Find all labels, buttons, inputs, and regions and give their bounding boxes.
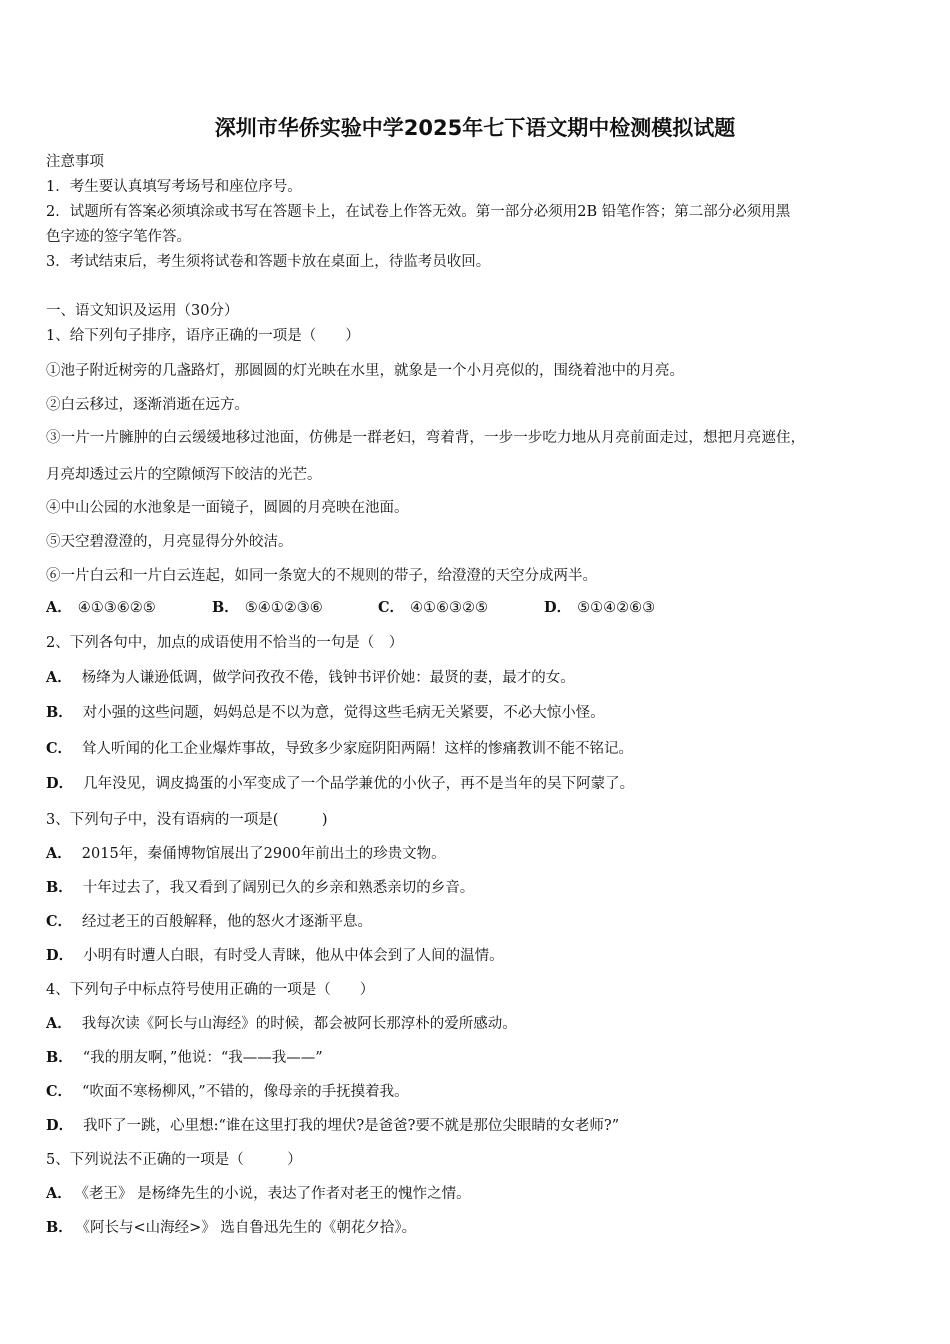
sentence-item: ④中山公园的水池象是一面镜子，圆圆的月亮映在池面。	[46, 500, 409, 516]
option-b[interactable]: B． 对小强的这些问题，妈妈总是不以为意，觉得这些毛病无关紧要，不必大惊小怪。	[46, 704, 605, 721]
option-c[interactable]: C． 耸人听闻的化工企业爆炸事故，导致多少家庭阴阳两隔！这样的惨痛教训不能不铭记。	[46, 740, 634, 757]
option-d[interactable]: D． 几年没见，调皮捣蛋的小军变成了一个品学兼优的小伙子，再不是当年的吴下阿蒙了。	[46, 775, 635, 792]
option-a[interactable]: A． 2015年，秦俑博物馆展出了2900年前出土的珍贵文物。	[46, 845, 446, 862]
sentence-item: ①池子附近树旁的几盏路灯，那圆圆的灯光映在水里，就象是一个小月亮似的，围绕着池中的月亮。	[46, 363, 684, 379]
sentence-item: 月亮却透过云片的空隙倾泻下皎洁的光芒。	[46, 467, 322, 483]
answer-options	[46, 598, 916, 618]
notice-item: 1．考生要认真填写考场号和座位序号。	[46, 179, 302, 195]
section-heading: 一、语文知识及运用（30分）	[46, 303, 239, 319]
option-d[interactable]: D． ⑤①④②⑥③	[544, 599, 656, 616]
option-a[interactable]: A． 《老王》 是杨绛先生的小说，表达了作者对老王的愧怍之情。	[46, 1185, 471, 1202]
option-d[interactable]: D． 小明有时遭人白眼，有时受人青睐，他从中体会到了人间的温情。	[46, 947, 504, 964]
option-d[interactable]: D． 我吓了一跳，心里想:“谁在这里打我的埋伏?是爸爸?要不就是那位尖眼睛的女老师?”	[46, 1117, 620, 1134]
sentence-item: ②白云移过，逐渐消逝在远方。	[46, 397, 249, 413]
question-stem: 1、给下列句子排序，语序正确的一项是（ ）	[46, 328, 360, 344]
option-a[interactable]: A． 杨绛为人谦逊低调，做学问孜孜不倦，钱钟书评价她：最贤的妻，最才的女。	[46, 669, 575, 686]
notice-item: 3．考试结束后，考生须将试卷和答题卡放在桌面上，待监考员收回。	[46, 254, 491, 270]
question-stem: 5、下列说法不正确的一项是（ ）	[46, 1152, 302, 1168]
option-a[interactable]: A． 我每次读《阿长与山海经》的时候，都会被阿长那淳朴的爱所感动。	[46, 1015, 517, 1032]
option-b[interactable]: B． 《阿长与<山海经>》 选自鲁迅先生的《朝花夕拾》。	[46, 1219, 417, 1236]
option-b[interactable]: B． 十年过去了，我又看到了阔别已久的乡亲和熟悉亲切的乡音。	[46, 879, 475, 896]
option-c[interactable]: C． ④①⑥③②⑤	[378, 599, 489, 616]
sentence-item: ③一片一片臃肿的白云缓缓地移过池面，仿佛是一群老妇，弯着背，一步一步吃力地从月亮前面走过，想把月亮遮住，	[46, 430, 806, 446]
option-b[interactable]: B． ⑤④①②③⑥	[212, 599, 323, 616]
notice-heading: 注意事项	[46, 154, 104, 170]
option-b[interactable]: B． “我的朋友啊，”他说：“我——我——”	[46, 1049, 323, 1066]
sentence-item: ⑥一片白云和一片白云连起，如同一条宽大的不规则的带子，给澄澄的天空分成两半。	[46, 568, 597, 584]
option-c[interactable]: C． “吹面不寒杨柳风，”不错的，像母亲的手抚摸着我。	[46, 1083, 409, 1100]
option-a[interactable]: A． ④①③⑥②⑤	[46, 599, 156, 616]
question-stem: 3、下列句子中，没有语病的一项是( )	[46, 812, 328, 828]
option-c[interactable]: C． 经过老王的百般解释，他的怒火才逐渐平息。	[46, 913, 373, 930]
question-stem: 2、下列各句中，加点的成语使用不恰当的一句是（ ）	[46, 635, 404, 651]
question-stem: 4、下列句子中标点符号使用正确的一项是（ ）	[46, 982, 375, 998]
notice-item: 2．试题所有答案必须填涂或书写在答题卡上，在试卷上作答无效。第一部分必须用2B 铅笔作答；第二部分必须用黑	[46, 204, 791, 220]
sentence-item: ⑤天空碧澄澄的，月亮显得分外皎洁。	[46, 534, 293, 550]
page-title: 深圳市华侨实验中学2025年七下语文期中检测模拟试题	[214, 116, 736, 140]
notice-item: 色字迹的签字笔作答。	[46, 229, 191, 245]
